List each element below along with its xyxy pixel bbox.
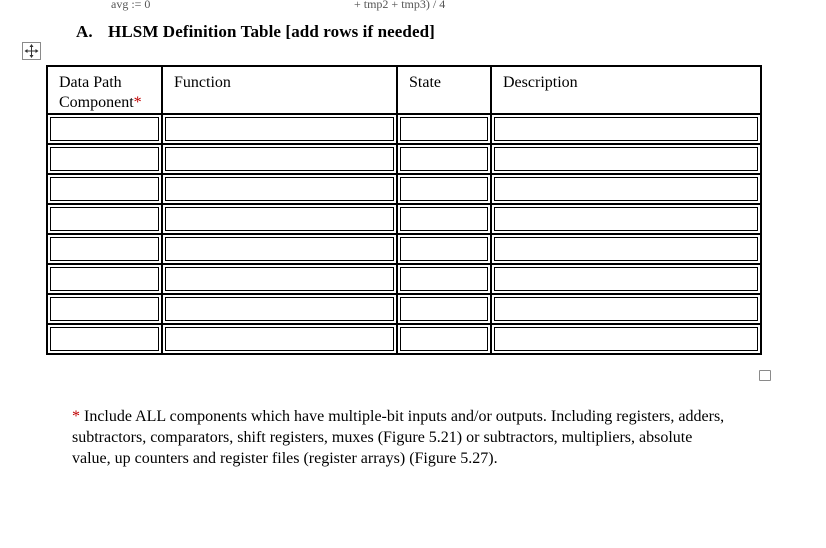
- hlsm-definition-table: [46, 65, 762, 355]
- cell-data-path-component[interactable]: [47, 114, 162, 144]
- cell-state[interactable]: [397, 324, 491, 354]
- table-row: [47, 204, 761, 234]
- move-cross-arrows-icon: [23, 43, 40, 59]
- table-move-handle[interactable]: [22, 42, 41, 60]
- cell-function[interactable]: [162, 114, 397, 144]
- cell-data-path-component[interactable]: [47, 294, 162, 324]
- cell-description[interactable]: [491, 204, 761, 234]
- table-row: [47, 294, 761, 324]
- section-number: A.: [76, 22, 93, 41]
- cell-description[interactable]: [491, 114, 761, 144]
- header-state[interactable]: State: [397, 66, 491, 114]
- section-heading: [76, 22, 435, 42]
- table-row: [47, 174, 761, 204]
- cell-description[interactable]: [491, 264, 761, 294]
- cell-data-path-component[interactable]: [47, 324, 162, 354]
- cell-function[interactable]: [162, 294, 397, 324]
- section-title: HLSM Definition Table [add rows if needed]: [108, 22, 435, 41]
- table-row: [47, 114, 761, 144]
- table-resize-handle[interactable]: [759, 370, 771, 381]
- table-row: [47, 324, 761, 354]
- cell-description[interactable]: [491, 174, 761, 204]
- cell-data-path-component[interactable]: [47, 204, 162, 234]
- cell-state[interactable]: [397, 144, 491, 174]
- cell-state[interactable]: [397, 204, 491, 234]
- cell-function[interactable]: [162, 204, 397, 234]
- header-description[interactable]: Description: [491, 66, 761, 114]
- table-header-row: [47, 66, 761, 114]
- table-row: [47, 264, 761, 294]
- footnote: [72, 406, 732, 469]
- formula-fragment-left: avg := 0: [111, 0, 151, 11]
- cell-description[interactable]: [491, 144, 761, 174]
- cell-state[interactable]: [397, 234, 491, 264]
- cell-function[interactable]: [162, 174, 397, 204]
- cell-function[interactable]: [162, 144, 397, 174]
- cell-description[interactable]: [491, 294, 761, 324]
- cell-state[interactable]: [397, 114, 491, 144]
- required-asterisk: *: [133, 94, 142, 111]
- cell-data-path-component[interactable]: [47, 144, 162, 174]
- table-row: [47, 234, 761, 264]
- footnote-asterisk: *: [72, 408, 80, 425]
- cell-state[interactable]: [397, 294, 491, 324]
- header-data-path-component[interactable]: Data Path Component*: [47, 66, 162, 114]
- cell-state[interactable]: [397, 264, 491, 294]
- cell-data-path-component[interactable]: [47, 264, 162, 294]
- cell-data-path-component[interactable]: [47, 234, 162, 264]
- cell-function[interactable]: [162, 234, 397, 264]
- formula-fragment-right: + tmp2 + tmp3) / 4: [354, 0, 446, 11]
- header-function[interactable]: Function: [162, 66, 397, 114]
- cell-state[interactable]: [397, 174, 491, 204]
- footnote-text: Include ALL components which have multiple-bit inputs and/or outputs. Including registers, adders, subtractors, comparators, shift registers, muxes (Figure 5.21) or subtractors, multipliers, absolute value, up counters and register files (register arrays) (Figure 5.27).: [72, 408, 725, 467]
- cell-description[interactable]: [491, 234, 761, 264]
- cell-function[interactable]: [162, 264, 397, 294]
- cell-data-path-component[interactable]: [47, 174, 162, 204]
- cell-description[interactable]: [491, 324, 761, 354]
- cell-function[interactable]: [162, 324, 397, 354]
- table-row: [47, 144, 761, 174]
